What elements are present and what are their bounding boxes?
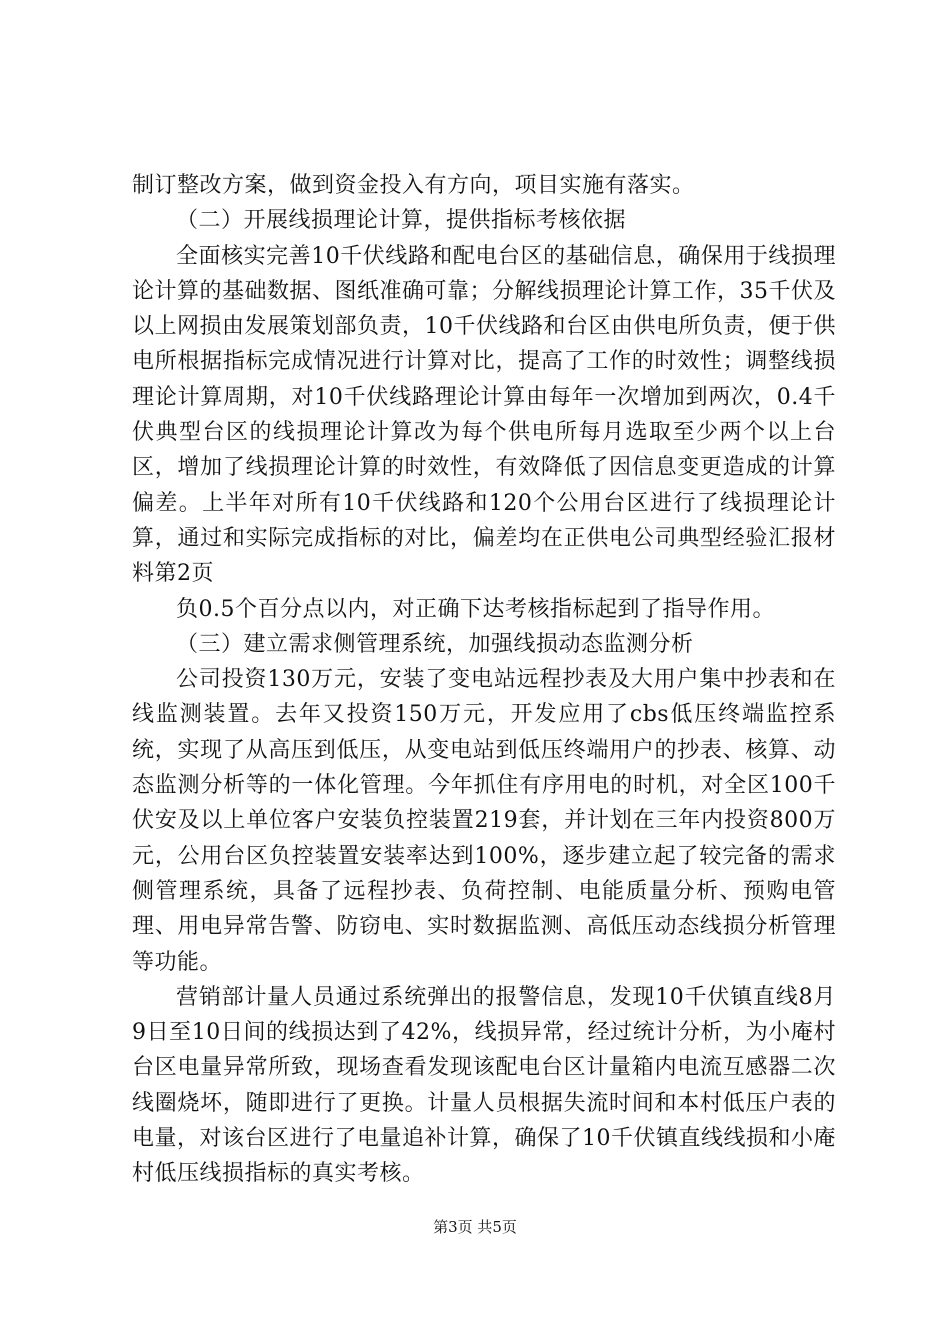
paragraph-demand-side-system: 公司投资130万元，安装了变电站远程抄表及大用户集中抄表和在线监测装置。去年又投资150万元，开发应用了cbs低压终端监控系统，实现了从高压到低压，从变电站到低压终端用户的抄表、核算、动态监测分析等的一体化管理。今年抓住有序用电的时机，对全区100千伏安及以上单位客户安装负控装置219套，并计划在三年内投资800万元，公用台区负控装置安装率达到100%，逐步建立起了较完备的需求侧管理系统，具备了远程抄表、负荷控制、电能质量分析、预购电管理、用电异常告警、防窃电、实时数据监测、高低压动态线损分析管理等功能。 <box>132 667 836 975</box>
paragraph-theory-calculation: 全面核实完善10千伏线路和配电台区的基础信息，确保用于线损理论计算的基础数据、图纸准确可靠；分解线损理论计算工作，35千伏及以上网损由发展策划部负责，10千伏线路和台区由供电所负责，便于供电所根据指标完成情况进行计算对比，提高了工作的时效性；调整线损理论计算周期，对10千伏线路理论计算由每年一次增加到两次，0.4千伏典型台区的线损理论计算改为每个供电所每月选取至少两个以上台区，增加了线损理论计算的时效性，有效降低了因信息变更造成的计算偏差。上半年对所有10千伏线路和120个公用台区进行了线损理论计算，通过和实际完成指标的对比，偏差均在正供电公司典型经验汇报材料第2页 <box>132 243 836 587</box>
document-body <box>132 168 836 1192</box>
section-heading-2: （二）开展线损理论计算，提供指标考核依据 <box>176 208 627 234</box>
section-heading-3: （三）建立需求侧管理系统，加强线损动态监测分析 <box>176 631 694 657</box>
paragraph-metering-case: 营销部计量人员通过系统弹出的报警信息，发现10千伏镇直线8月9日至10日间的线损达到了42%，线损异常，经过统计分析，为小庵村台区电量异常所致，现场查看发现该配电台区计量箱内电流互感器二次线圈烧坏，随即进行了更换。计量人员根据失流时间和本村低压户表的电量，对该台区进行了电量追补计算，确保了10千伏镇直线线损和小庵村低压线损指标的真实考核。 <box>132 984 836 1187</box>
page-footer: 第3页 共5页 <box>433 1218 517 1236</box>
paragraph-continuation: 制订整改方案，做到资金投入有方向，项目实施有落实。 <box>132 173 695 198</box>
paragraph-deviation: 负0.5个百分点以内，对正确下达考核指标起到了指导作用。 <box>176 596 775 622</box>
